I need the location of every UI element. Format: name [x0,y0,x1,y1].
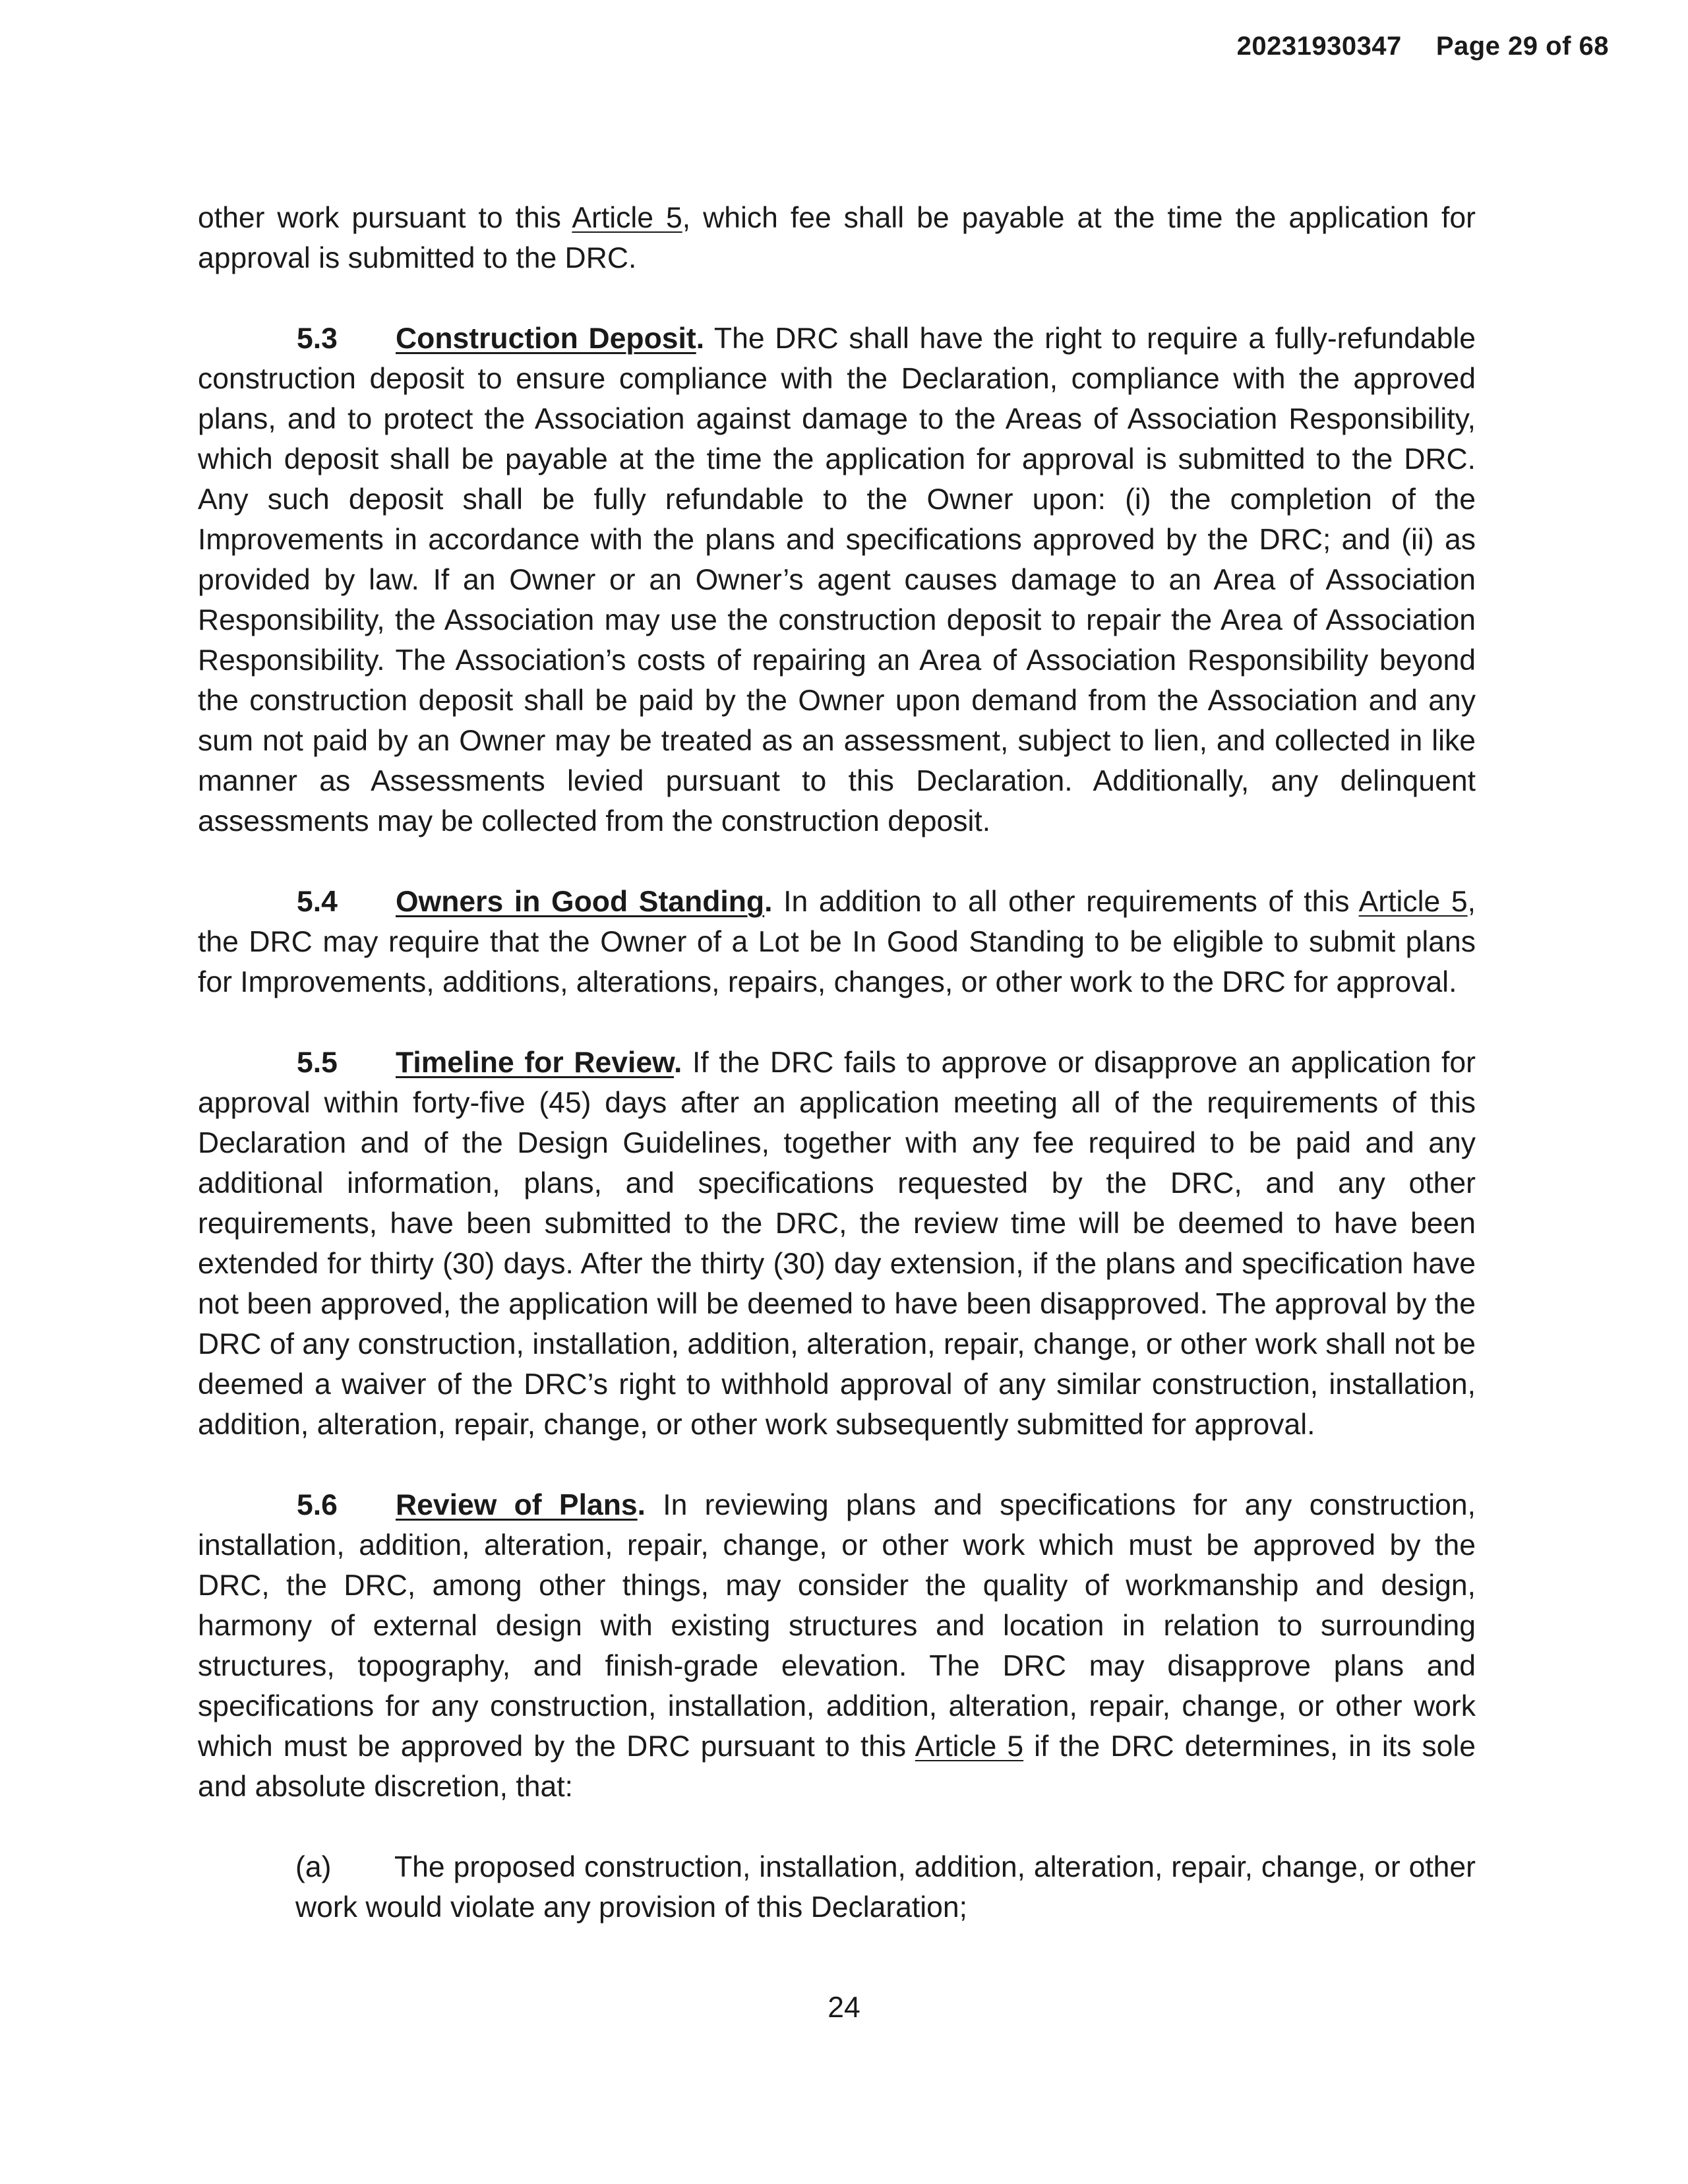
subsection-body: The proposed construction, installation, addition, alteration, repair, change, or other work would violate any provision of this Declaration; [295,1851,1476,1924]
section-5-4: 5.4 Owners in Good Standing. In addition to all other requirements of this Article 5, the DRC may require that the Owner of a Lot be In Good Standing to be eligible to submit plans for Improvements, additions, alterations, repairs, changes, or other work to the DRC for approval. [198,882,1476,1002]
section-5-6: 5.6 Review of Plans. In reviewing plans and specifications for any construction, installation, addition, alteration, repair, change, or other work which must be approved by the DRC, the DRC, among other things, may consider the quality of workmanship and design, harmony of external design with existing structures and location in relation to surrounding structures, topography, and finish-grade elevation. The DRC may disapprove plans and specifications for any construction, installation, addition, alteration, repair, change, or other work which must be approved by the DRC pursuant to this Article 5 if the DRC determines, in its sole and absolute discretion, that: [198,1485,1476,1807]
subsection-a [295,1847,1476,1927]
page-number: 24 [828,1991,860,2024]
article-reference: Article 5 [572,202,682,234]
section-title: Review of Plans [396,1489,638,1521]
document-number: 20231930347 [1236,32,1402,61]
page-indicator: Page 29 of 68 [1435,32,1609,61]
section-5-5: 5.5 Timeline for Review. If the DRC fails to approve or disapprove an application for approval within forty-five (45) days after an application meeting all of the requirements of this Declaration and of the Design Guidelines, together with any fee required to be paid and any additional information, plans, and specifications requested by the DRC, and any other requirements, have been submitted to the DRC, the review time will be deemed to have been extended for thirty (30) days. After the thirty (30) day extension, if the plans and specification have not been approved, the application will be deemed to have been disapproved. The approval by the DRC of any construction, installation, addition, alteration, repair, change, or other work shall not be deemed a waiver of the DRC’s right to withhold approval of any similar construction, installation, addition, alteration, repair, change, or other work subsequently submitted for approval. [198,1043,1476,1445]
section-number: 5.5 [297,1046,338,1079]
paragraph-continuation: other work pursuant to this Article 5, which fee shall be payable at the time the application for approval is submitted to the DRC. [198,202,1476,274]
section-number: 5.6 [297,1489,338,1521]
subsection-label: (a) [295,1851,332,1883]
section-number: 5.4 [297,886,338,918]
article-reference: Article 5 [915,1730,1024,1763]
article-reference: Article 5 [1358,886,1468,918]
page-header [1237,32,1609,61]
section-body: The DRC shall have the right to require a fully-refundable construction deposit to ensure compliance with the Declaration, compliance with the approved plans, and to protect the Association against damage to the Areas of Association Responsibility, which deposit shall be payable at the time the application for approval is submitted to the DRC. Any such deposit shall be fully refundable to the Owner upon: (i) the completion of the Improvements in accordance with the plans and specifications approved by the DRC; and (ii) as provided by law. If an Owner or an Owner’s agent causes damage to an Area of Association Responsibility, the Association may use the construction deposit to repair the Area of Association Responsibility. The Association’s costs of repairing an Area of Association Responsibility beyond the construction deposit shall be paid by the Owner upon demand from the Association and any sum not paid by an Owner may be treated as an assessment, subject to lien, and collected in like manner as Assessments levied pursuant to this Declaration. Additionally, any delinquent assessments may be collected from the construction deposit. [198,322,1476,837]
section-title: Owners in Good Standing [396,886,765,918]
section-title: Construction Deposit [396,322,696,355]
section-title: Timeline for Review [396,1046,675,1079]
document-body [198,198,1476,1968]
section-body: If the DRC fails to approve or disapprove an application for approval within forty-five (45) days after an application meeting all of the requirements of this Declaration and of the Design Guidelines, together with any fee required to be paid and any additional information, plans, and specifications requested by the DRC, and any other requirements, have been submitted to the DRC, the review time will be deemed to have been extended for thirty (30) days. After the thirty (30) day extension, if the plans and specification have not been approved, the application will be deemed to have been disapproved. The approval by the DRC of any construction, installation, addition, alteration, repair, change, or other work shall not be deemed a waiver of the DRC’s right to withhold approval of any similar construction, installation, addition, alteration, repair, change, or other work subsequently submitted for approval. [198,1046,1476,1441]
section-5-3: 5.3 Construction Deposit. The DRC shall have the right to require a fully-refundable construction deposit to ensure compliance with the Declaration, compliance with the approved plans, and to protect the Association against damage to the Areas of Association Responsibility, which deposit shall be payable at the time the application for approval is submitted to the DRC. Any such deposit shall be fully refundable to the Owner upon: (i) the completion of the Improvements in accordance with the plans and specifications approved by the DRC; and (ii) as provided by law. If an Owner or an Owner’s agent causes damage to an Area of Association Responsibility, the Association may use the construction deposit to repair the Area of Association Responsibility. The Association’s costs of repairing an Area of Association Responsibility beyond the construction deposit shall be paid by the Owner upon demand from the Association and any sum not paid by an Owner may be treated as an assessment, subject to lien, and collected in like manner as Assessments levied pursuant to this Declaration. Additionally, any delinquent assessments may be collected from the construction deposit. [198,318,1476,841]
section-number: 5.3 [297,322,338,355]
